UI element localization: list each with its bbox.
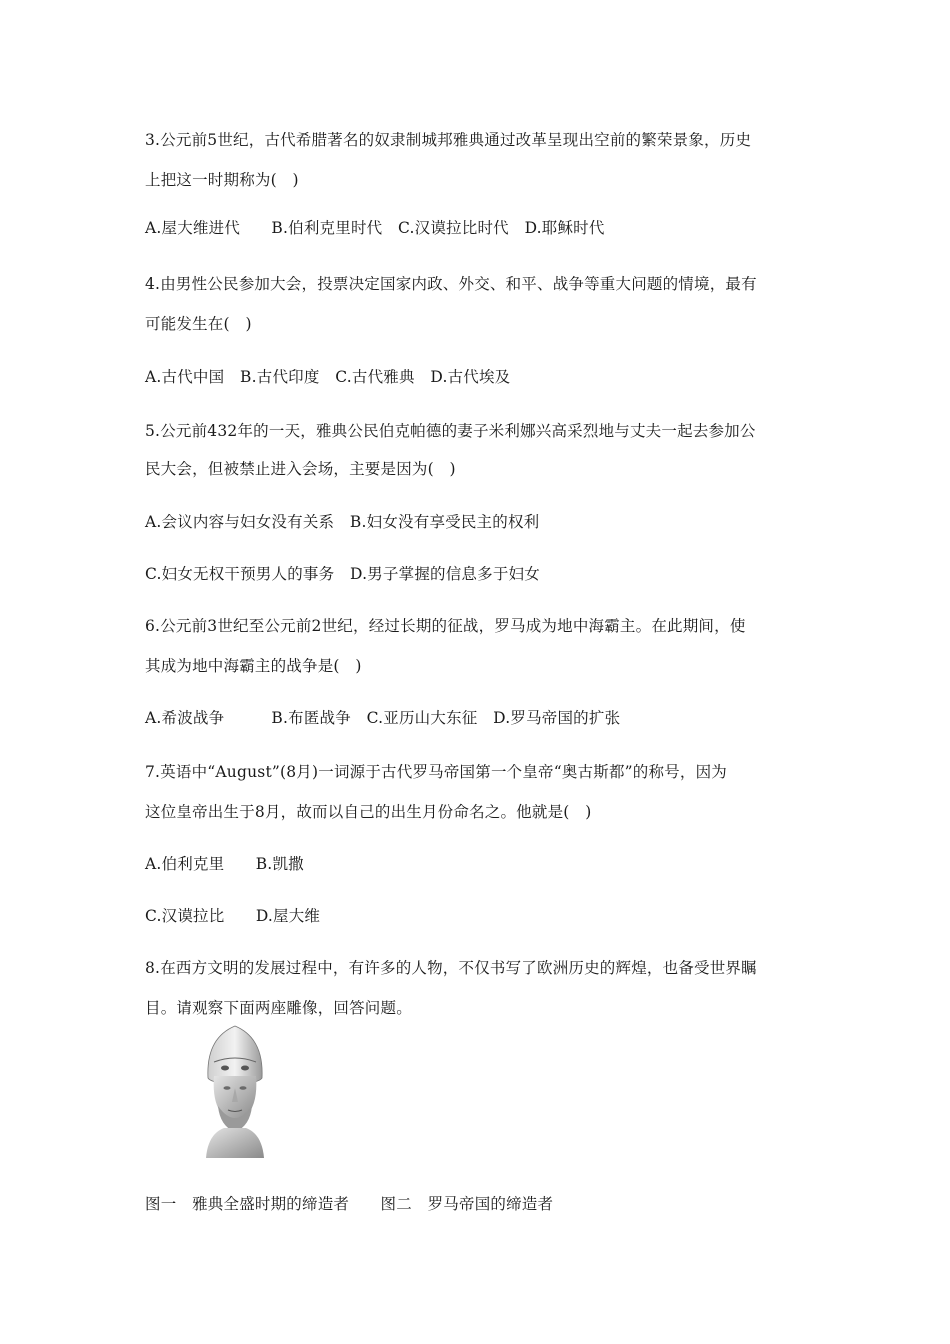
q6-options: A.希波战争 B.布匿战争 C.亚历山大东征 D.罗马帝国的扩张 [145,709,621,727]
q8-stem-line1: 8.在西方文明的发展过程中，有许多的人物，不仅书写了欧洲历史的辉煌，也备受世界瞩 [145,959,757,977]
q3-stem-line2: 上把这一时期称为( ) [145,171,299,189]
q5-stem-line1: 5.公元前432年的一天，雅典公民伯克帕德的妻子米利娜兴高采烈地与丈夫一起去参加公 [145,422,756,440]
q8-captions: 图一 雅典全盛时期的缔造者 图二 罗马帝国的缔造者 [145,1195,554,1213]
q4-stem-line1: 4.由男性公民参加大会，投票决定国家内政、外交、和平、战争等重大问题的情境，最有 [145,275,757,293]
q8-stem-line2: 目。请观察下面两座雕像，回答问题。 [145,999,412,1017]
q5-options-line2: C.妇女无权干预男人的事务 D.男子掌握的信息多于妇女 [145,565,540,583]
q6-stem-line2: 其成为地中海霸主的战争是( ) [145,657,362,675]
q3-stem-line1: 3.公元前5世纪，古代希腊著名的奴隶制城邦雅典通过改革呈现出空前的繁荣景象，历史 [145,131,752,149]
q7-options-line1: A.伯利克里 B.凯撒 [145,855,304,873]
q5-options-line1: A.会议内容与妇女没有关系 B.妇女没有享受民主的权利 [145,513,540,531]
q5-stem-line2: 民大会，但被禁止进入会场，主要是因为( ) [145,460,456,478]
q7-stem-line2: 这位皇帝出生于8月，故而以自己的出生月份命名之。他就是( ) [145,803,592,821]
q3-options: A.屋大维进代 B.伯利克里时代 C.汉谟拉比时代 D.耶稣时代 [145,219,605,237]
q6-stem-line1: 6.公元前3世纪至公元前2世纪，经过长期的征战，罗马成为地中海霸主。在此期间，使 [145,617,746,635]
pericles-bust-image [200,1018,270,1158]
q7-options-line2: C.汉谟拉比 D.屋大维 [145,907,321,925]
q4-stem-line2: 可能发生在( ) [145,315,252,333]
q7-stem-line1: 7.英语中“August”(8月)一词源于古代罗马帝国第一个皇帝“奥古斯都”的称号，因为 [145,763,728,781]
q4-options: A.古代中国 B.古代印度 C.古代雅典 D.古代埃及 [145,368,511,386]
